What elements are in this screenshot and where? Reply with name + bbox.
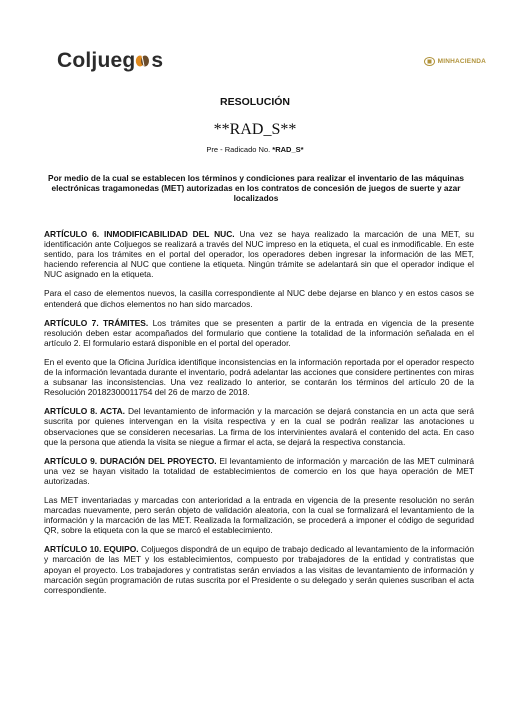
article-text: El levantamiento de información y marcación de las MET culminará una vez se hayan visitado la totalidad de establecimientos de comercio en los que haya operación de MET autorizadas. [44,455,474,486]
paragraph [44,495,474,535]
article-heading: ARTÍCULO 8. ACTA. [44,406,125,417]
article-text: En el evento que la Oficina Jurídica identifique inconsistencias en la información reportada por el operador respecto de la información levantada durante el inventario, podrá adelantar las acciones que considere pertinentes con miras a subsanar las inconsistencias. Una vez realizado lo anterior, se contarán los términos del artículo 20 de la Resolución 20182300011754 del 26 de marzo de 2018. [44,356,474,398]
article-text: Coljuegos dispondrá de un equipo de trabajo dedicado al levantamiento de la información y marcación de las MET y los establecimientos, compuesto por trabajadores de la entidad y contratistas que apoyan el proyecto. Los trabajadores y contratistas serán enviados a las visitas de levantamiento de información y marcación según programación de rutas suscrita por el Presidente o su delegado y serán quienes suscriban el acta correspondiente. [44,544,475,595]
article-heading: ARTÍCULO 9. DURACIÓN DEL PROYECTO. [44,455,217,466]
article-heading: ARTÍCULO 7. TRÁMITES. [44,317,149,328]
rad-placeholder: **RAD_S** [213,121,297,138]
pre-radicado-label: Pre - Radicado No. [206,145,271,154]
document-body [44,229,474,604]
paragraph [44,456,474,486]
paragraph [44,288,474,308]
pre-radicado-value: *RAD_S* [272,145,304,154]
ministry-logo [424,57,486,66]
paragraph [44,357,474,397]
article-text: Una vez se haya realizado la marcación de una MET, su identificación ante Coljuegos se realizará a través del NUC impreso en la etiqueta, el cual es inmodificable. En este sentido, para los trámites en el portal del operador, los operadores deben ingresar la información de las MET, haciendo referencia al NUC que contiene la etiqueta. Ningún trámite se adelantará sin que el operador indique el NUC asignado en la etiqueta. [44,229,474,280]
logo-text: Coljueg [57,49,136,72]
article-text: Del levantamiento de información y la marcación se dejará constancia en un acta que será suscrita por quienes intervengan en la visita respectiva y en la cual se podrán realizar las anotaciones u observaciones que se consideren necesarias. La firma de los intervinientes avalará el contenido del acta. En caso que la persona que atienda la visita se niegue a firmar el acta, se dejará la respectiva constancia. [44,406,474,447]
logo-mark-icon [135,54,151,68]
paragraph [44,229,474,279]
page-title: RESOLUCIÓN [219,96,290,108]
article-heading: ARTÍCULO 6. INMODIFICABILIDAD DEL NUC. [44,229,235,239]
ministry-shield-icon [424,57,435,66]
article-heading: ARTÍCULO 10. EQUIPO. [44,544,139,555]
ministry-name: MINHACIENDA [437,58,486,65]
resolution-subject: Por medio de la cual se establecen los términos y condiciones para realizar el inventario de las máquinas electrónicas tragamonedas (MET) autorizadas en los contratos de concesión de juegos de suerte y azar localizados [48,173,464,203]
logo-suffix: s [151,49,164,72]
article-text: Los trámites que se presenten a partir de la entrada en vigencia de la presente resolución deben estar acompañados del formulario que contiene la totalidad de la información señalada en el artículo 2. El formulario estará disponible en el portal del operador. [44,317,474,348]
article-text: Las MET inventariadas y marcadas con anterioridad a la entrada en vigencia de la presente resolución no serán marcadas nuevamente, pero serán objeto de validación aleatoria, con la cual se formalizará el levantamiento de la información y la marcación de las MET. Realizada la formalización, se procederá a imponer el código de seguridad QR, sobre la etiqueta con la que se marcó el establecimiento. [44,494,474,536]
article-text: Para el caso de elementos nuevos, la casilla correspondiente al NUC debe dejarse en blanco y en estos casos se entenderá que dichos elementos no han sido marcados. [44,288,474,309]
page-cutoff [0,691,510,713]
coljuegos-logo [57,49,163,73]
pre-radicado [0,145,510,154]
paragraph [44,544,474,594]
paragraph [44,318,474,348]
paragraph [44,406,474,446]
